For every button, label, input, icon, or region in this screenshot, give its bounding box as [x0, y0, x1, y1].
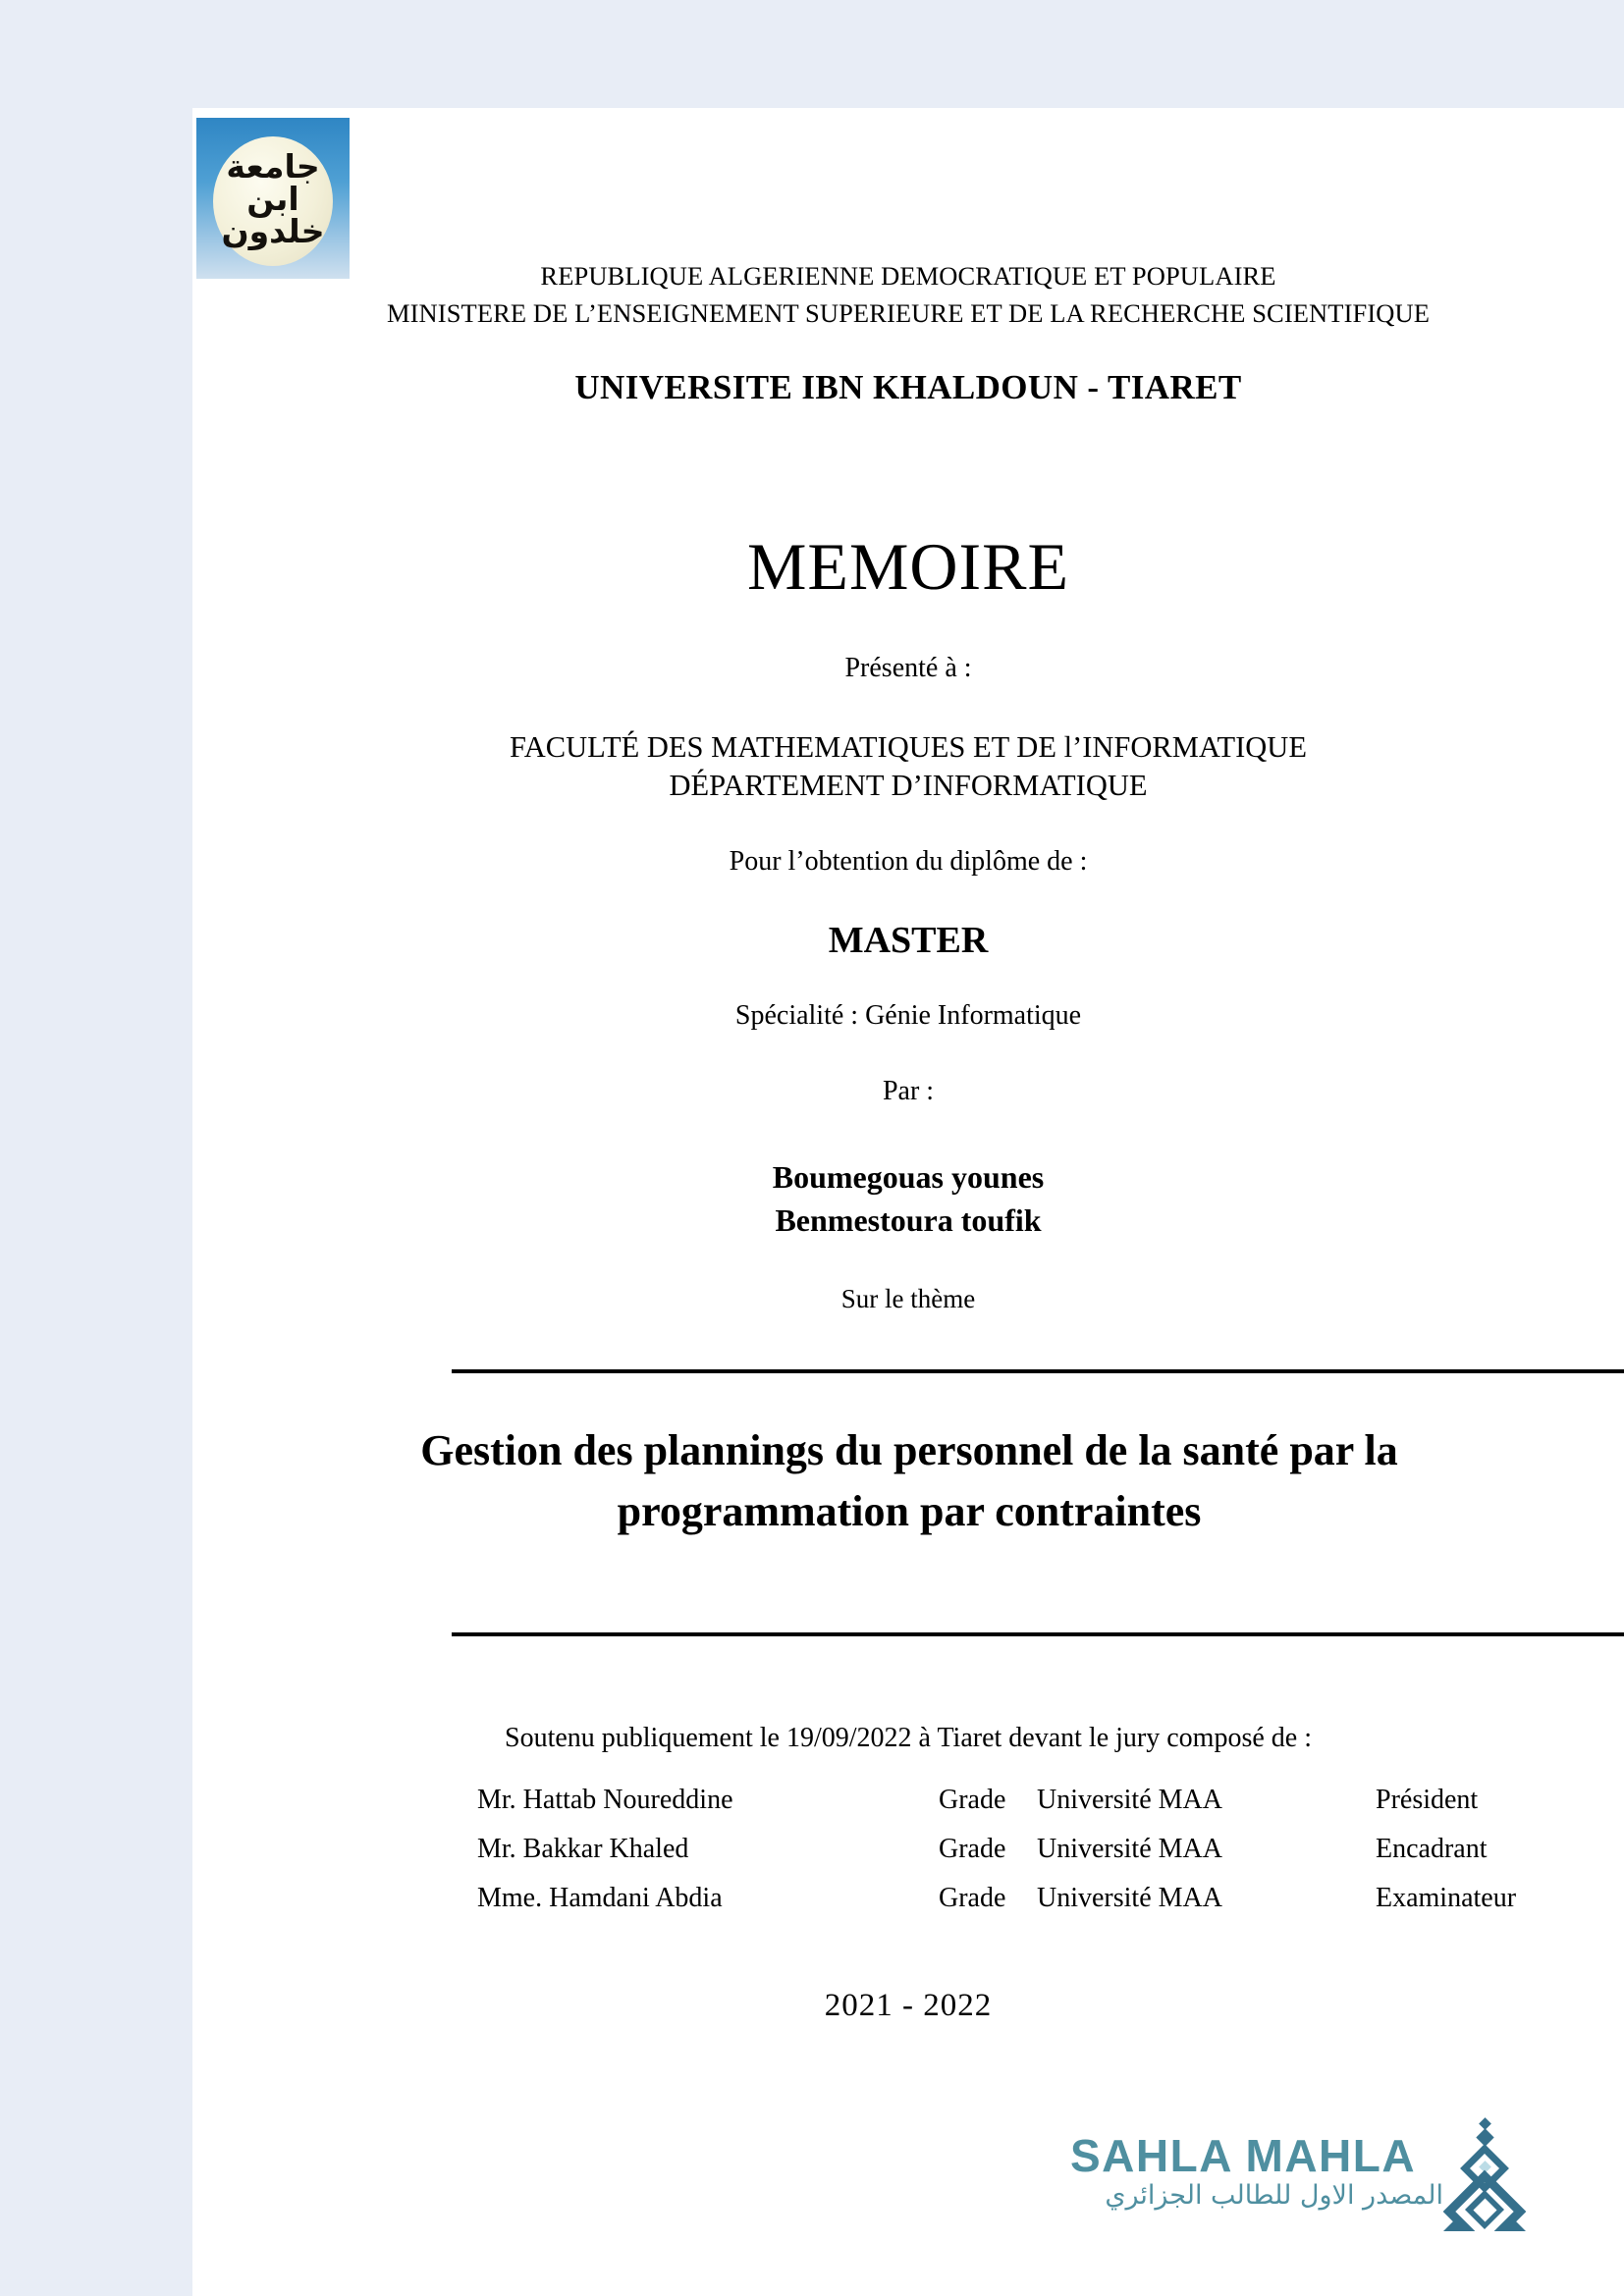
jury-member-grade: Grade: [939, 1785, 1006, 1815]
jury-member-role: Examinateur: [1376, 1883, 1517, 1913]
jury-member-name: Mr. Hattab Noureddine: [477, 1785, 733, 1815]
document-type-heading: MEMOIRE: [746, 529, 1070, 604]
table-row: [477, 1785, 1577, 1834]
faculty-name: FACULTÉ DES MATHEMATIQUES ET DE l’INFORMATIQUE: [510, 730, 1307, 764]
thesis-title-line-1: Gestion des plannings du personnel de la santé par la: [420, 1426, 1398, 1474]
header-line-ministry: MINISTERE DE L’ENSEIGNEMENT SUPERIEURE ET DE LA RECHERCHE SCIENTIFIQUE: [386, 298, 1431, 328]
jury-member-university: Université MAA: [1037, 1785, 1222, 1815]
ministry-header: [192, 257, 1624, 332]
by-label: Par :: [882, 1076, 935, 1106]
jury-member-grade: Grade: [939, 1883, 1006, 1913]
jury-member-name: Mme. Hamdani Abdia: [477, 1883, 723, 1913]
table-row: [477, 1883, 1577, 1932]
jury-member-name: Mr. Bakkar Khaled: [477, 1834, 689, 1864]
jury-member-university: Université MAA: [1037, 1883, 1222, 1913]
academic-year: 2021 - 2022: [824, 1988, 993, 2023]
sahla-mahla-wordmark: SAHLA MAHLA: [1070, 2130, 1417, 2181]
defense-statement: Soutenu publiquement le 19/09/2022 à Tiaret devant le jury composé de :: [505, 1723, 1312, 1753]
sahla-mahla-watermark: [1070, 2115, 1532, 2243]
logo-arabic-calligraphy: جامعة ابن خلدون: [221, 146, 325, 250]
sahla-mahla-diamond-icon: [1435, 2115, 1534, 2231]
degree-name: MASTER: [828, 920, 989, 961]
university-title: UNIVERSITE IBN KHALDOUN - TIARET: [574, 368, 1242, 406]
author-name: Boumegouas younes: [772, 1159, 1045, 1195]
faculty-department-block: [192, 728, 1624, 805]
theme-rule-bottom: [452, 1632, 1624, 1636]
jury-member-role: Président: [1376, 1785, 1479, 1815]
speciality-line: Spécialité : Génie Informatique: [734, 1000, 1082, 1031]
degree-label: Pour l’obtention du diplôme de :: [729, 846, 1088, 877]
sahla-mahla-arabic-tagline: المصدر الاول للطالب الجزائري: [1105, 2180, 1443, 2211]
authors-block: [192, 1155, 1624, 1242]
header-line-republic: REPUBLIQUE ALGERIENNE DEMOCRATIQUE ET POPULAIRE: [540, 261, 1276, 291]
jury-table: [477, 1785, 1577, 1932]
author-name: Benmestoura toufik: [775, 1202, 1042, 1238]
thesis-title: [202, 1420, 1616, 1542]
table-row: [477, 1834, 1577, 1883]
jury-member-university: Université MAA: [1037, 1834, 1222, 1864]
jury-member-grade: Grade: [939, 1834, 1006, 1864]
jury-member-role: Encadrant: [1376, 1834, 1488, 1864]
theme-rule-top: [452, 1369, 1624, 1373]
university-logo: [196, 118, 350, 279]
department-name: DÉPARTEMENT D’INFORMATIQUE: [669, 769, 1148, 802]
theme-label: Sur le thème: [840, 1284, 976, 1313]
presented-to-label: Présenté à :: [844, 653, 972, 683]
thesis-title-line-2: programmation par contraintes: [617, 1487, 1202, 1535]
